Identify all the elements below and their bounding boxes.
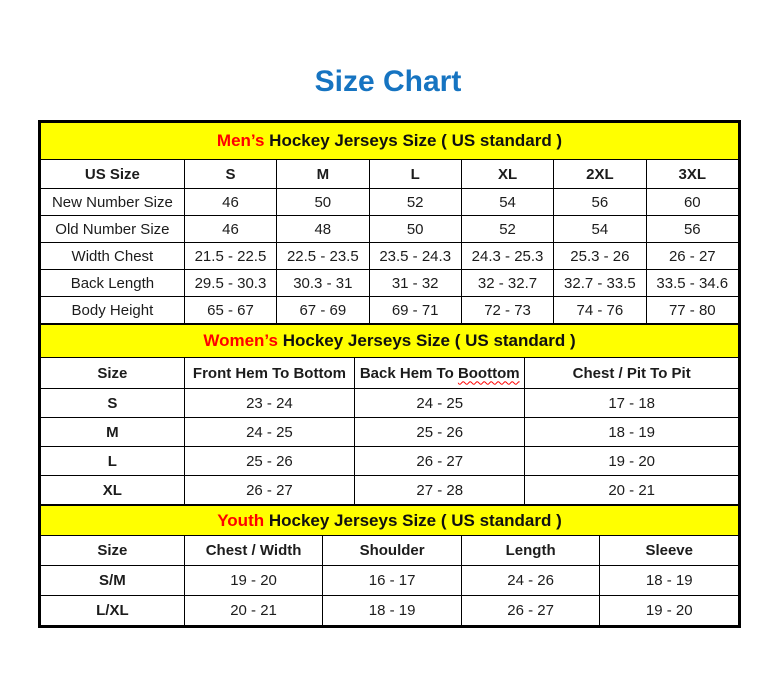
youth-data-cell: 16 - 17 — [323, 566, 462, 596]
mens-column-header: 2XL — [554, 160, 646, 189]
mens-column-header: L — [369, 160, 461, 189]
mens-data-cell: 54 — [554, 216, 646, 243]
womens-banner-accent-text: Women’s — [203, 331, 278, 350]
womens-table-row — [41, 418, 739, 447]
mens-column-header: US Size — [41, 160, 185, 189]
mens-data-cell: 46 — [184, 216, 276, 243]
youth-data-cell: 26 - 27 — [461, 596, 600, 626]
youth-data-cell: 18 - 19 — [323, 596, 462, 626]
mens-row-label: Old Number Size — [41, 216, 185, 243]
mens-table-row — [41, 297, 739, 324]
youth-row-label: L/XL — [41, 596, 185, 626]
mens-data-cell: 46 — [184, 189, 276, 216]
mens-column-header: S — [184, 160, 276, 189]
mens-banner-text: Hockey Jerseys Size ( US standard ) — [264, 131, 563, 150]
misspelled-word-wavy-underline: Boottom — [457, 364, 520, 382]
mens-table-row — [41, 189, 739, 216]
youth-table-row — [41, 566, 739, 596]
mens-data-cell: 72 - 73 — [461, 297, 553, 324]
youth-banner-accent-text: Youth — [217, 510, 265, 530]
womens-data-cell: 23 - 24 — [184, 389, 354, 418]
womens-row-label: S — [41, 389, 185, 418]
mens-row-label: New Number Size — [41, 189, 185, 216]
womens-data-cell: 24 - 25 — [184, 418, 354, 447]
womens-data-cell: 26 - 27 — [355, 447, 525, 476]
womens-data-cell: 20 - 21 — [525, 476, 739, 505]
mens-data-cell: 50 — [369, 216, 461, 243]
page-title: Size Chart — [314, 65, 462, 98]
womens-column-header: Chest / Pit To Pit — [525, 358, 739, 389]
youth-column-header: Size — [41, 536, 185, 566]
womens-table-row — [41, 476, 739, 505]
youth-banner-text: Hockey Jerseys Size ( US standard ) — [264, 510, 562, 530]
youth-size-table — [40, 505, 739, 626]
womens-data-cell: 25 - 26 — [184, 447, 354, 476]
youth-data-cell: 19 - 20 — [184, 566, 323, 596]
mens-data-cell: 33.5 - 34.6 — [646, 270, 738, 297]
womens-row-label: M — [41, 418, 185, 447]
mens-data-cell: 65 - 67 — [184, 297, 276, 324]
youth-section-banner — [41, 506, 739, 536]
mens-data-cell: 24.3 - 25.3 — [461, 243, 553, 270]
size-chart-tables — [38, 120, 741, 628]
mens-data-cell: 26 - 27 — [646, 243, 738, 270]
mens-data-cell: 32 - 32.7 — [461, 270, 553, 297]
youth-data-cell: 24 - 26 — [461, 566, 600, 596]
womens-data-cell: 25 - 26 — [355, 418, 525, 447]
mens-data-cell: 74 - 76 — [554, 297, 646, 324]
youth-column-header: Chest / Width — [184, 536, 323, 566]
womens-table-row — [41, 389, 739, 418]
mens-data-cell: 69 - 71 — [369, 297, 461, 324]
mens-data-cell: 77 - 80 — [646, 297, 738, 324]
womens-banner-text: Hockey Jerseys Size ( US standard ) — [277, 331, 576, 350]
womens-data-cell: 18 - 19 — [525, 418, 739, 447]
mens-data-cell: 67 - 69 — [277, 297, 369, 324]
mens-column-header: 3XL — [646, 160, 738, 189]
youth-column-header: Sleeve — [600, 536, 739, 566]
youth-data-cell: 20 - 21 — [184, 596, 323, 626]
womens-column-header-row — [41, 358, 739, 389]
womens-column-header — [355, 358, 525, 389]
mens-column-header: XL — [461, 160, 553, 189]
womens-column-header: Size — [41, 358, 185, 389]
mens-row-label: Back Length — [41, 270, 185, 297]
mens-banner-accent-text: Men’s — [216, 131, 265, 150]
womens-data-cell: 19 - 20 — [525, 447, 739, 476]
mens-data-cell: 50 — [277, 189, 369, 216]
mens-data-cell: 52 — [461, 216, 553, 243]
mens-data-cell: 60 — [646, 189, 738, 216]
mens-table-row — [41, 216, 739, 243]
womens-section-banner-row — [41, 325, 739, 358]
youth-table-row — [41, 596, 739, 626]
mens-data-cell: 22.5 - 23.5 — [277, 243, 369, 270]
mens-table-row — [41, 270, 739, 297]
mens-data-cell: 32.7 - 33.5 — [554, 270, 646, 297]
mens-data-cell: 29.5 - 30.3 — [184, 270, 276, 297]
mens-data-cell: 30.3 - 31 — [277, 270, 369, 297]
youth-column-header-row — [41, 536, 739, 566]
womens-row-label: L — [41, 447, 185, 476]
youth-column-header: Shoulder — [323, 536, 462, 566]
youth-row-label: S/M — [41, 566, 185, 596]
youth-data-cell: 19 - 20 — [600, 596, 739, 626]
womens-row-label: XL — [41, 476, 185, 505]
youth-section-banner-row — [41, 506, 739, 536]
womens-column-header: Front Hem To Bottom — [184, 358, 354, 389]
mens-row-label: Width Chest — [41, 243, 185, 270]
column-header-text: Back Hem To — [359, 364, 458, 382]
mens-row-label: Body Height — [41, 297, 185, 324]
youth-column-header: Length — [461, 536, 600, 566]
mens-section-banner-row — [41, 123, 739, 160]
womens-data-cell: 27 - 28 — [355, 476, 525, 505]
mens-data-cell: 56 — [554, 189, 646, 216]
mens-table-row — [41, 243, 739, 270]
mens-data-cell: 23.5 - 24.3 — [369, 243, 461, 270]
mens-data-cell: 52 — [369, 189, 461, 216]
womens-size-table — [40, 324, 739, 505]
mens-data-cell: 21.5 - 22.5 — [184, 243, 276, 270]
mens-data-cell: 25.3 - 26 — [554, 243, 646, 270]
mens-column-header-row — [41, 160, 739, 189]
mens-data-cell: 31 - 32 — [369, 270, 461, 297]
womens-data-cell: 26 - 27 — [184, 476, 354, 505]
womens-table-row — [41, 447, 739, 476]
mens-data-cell: 56 — [646, 216, 738, 243]
mens-section-banner — [41, 123, 739, 160]
mens-size-table — [40, 122, 739, 324]
womens-data-cell: 24 - 25 — [355, 389, 525, 418]
mens-data-cell: 54 — [461, 189, 553, 216]
womens-section-banner — [41, 325, 739, 358]
mens-column-header: M — [277, 160, 369, 189]
womens-data-cell: 17 - 18 — [525, 389, 739, 418]
youth-data-cell: 18 - 19 — [600, 566, 739, 596]
mens-data-cell: 48 — [277, 216, 369, 243]
